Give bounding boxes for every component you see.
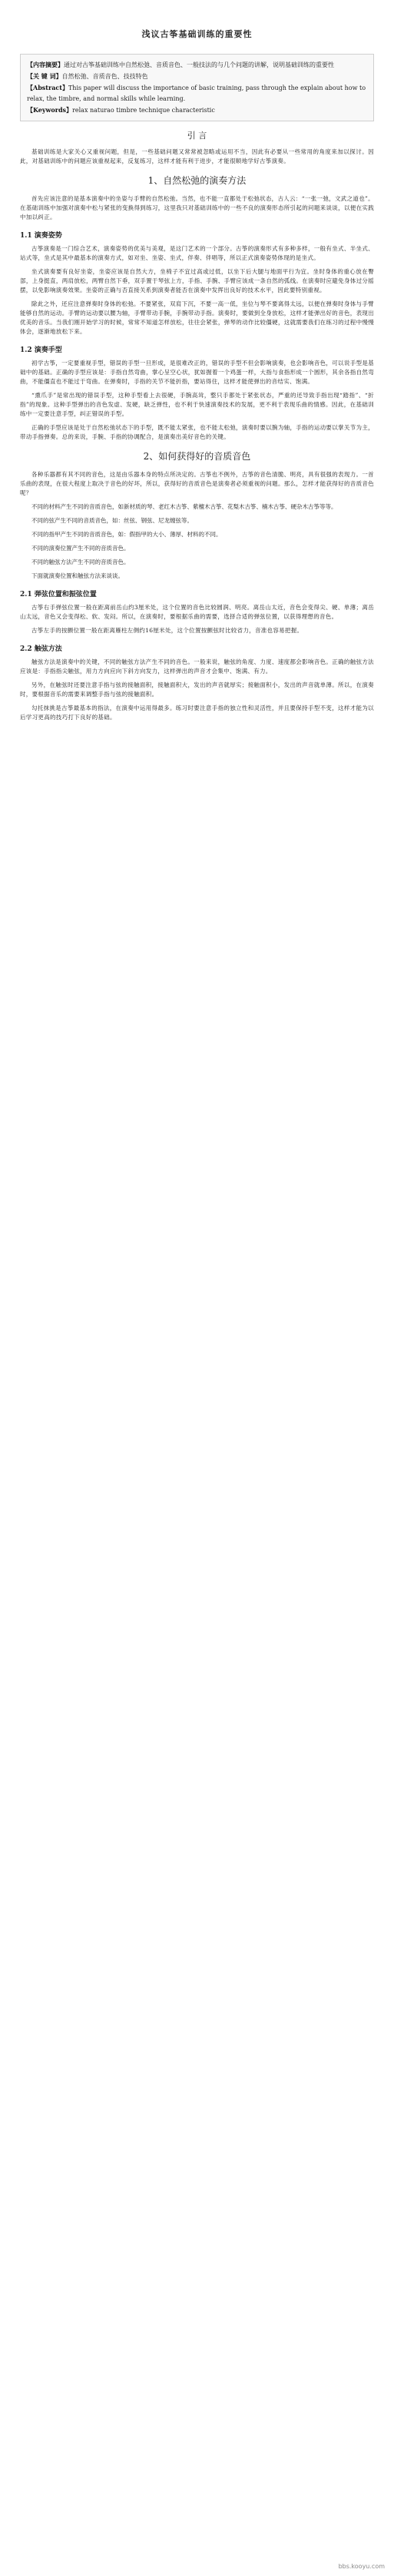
intro-title: 引 言 — [187, 131, 207, 141]
section-1-1-title: 1.1 演奏姿势 — [20, 232, 62, 240]
section-2-2-paragraph-2: 另外，在触弦时还要注意手指与弦的接触面积，接触面积大，发出的声音就厚实；接触面积小，发出的声音就单薄。所以，在演奏时，要根据音乐的需要来调整手指与弦的接触面积。 — [20, 681, 374, 698]
section-1-1-paragraph-1: 古筝演奏是一门综合艺术，演奏姿势的优美与美观，是这门艺术的一个部分。古筝的演奏形式有多种多样，一般有坐式、半坐式、站式等，坐式是其中最基本的演奏方式，如对坐、坐姿、坐式，伴奏、伴唱等，所以正式演奏姿势体现的是坐式。 — [20, 245, 374, 261]
section-1-2-paragraph-2: “熏爪手”是常出现的错误手型，这种手型看上去很硬，手腕高耸，整只手都处于紧张状态，严重的还导致手指出现“踏指”、“折指”的现象。这种手型弹出的音色发虚、发硬，缺乏弹性，也不利于快速演奏技术的发展，更不利于表现乐曲的情感。因此，在基础训练中一定要注意手型，纠正错误的手型。 — [20, 392, 374, 417]
section-2-2-title: 2.2 触弦方法 — [20, 645, 62, 653]
section-1-title: 1、自然松弛的演奏方法 — [147, 175, 247, 186]
section-2-item-5: 不同的触弦方法产生不同的音质音色。 — [31, 559, 130, 565]
keywords-en-text: relax naturao timbre technique characteristic — [72, 107, 215, 114]
abstract-en-row — [27, 82, 367, 104]
section-1-paragraph-1: 首先应该注意的是基本演奏中的坐姿与手臂的自然松弛。当然，也不能一直都处于松弛状态，古人云：“一张一弛，文武之道也”。在基础训练中加强对演奏中松与紧张的变换得到练习，这里我只对基础训练中的一些不良的演奏形态所引起的问题来谈谈，以便在实践中加以纠正。 — [20, 195, 374, 220]
section-2-1-title: 2.1 弹弦位置和振弦位置 — [20, 591, 97, 598]
section-2-item-3: 不同的指甲产生不同的音质音色，如：假指甲的大小、薄厚、材料的不同。 — [31, 531, 222, 538]
section-1-1-paragraph-2: 坐式演奏要有良好坐姿，坐姿应该是自然大方，坐椅子不宜过高或过低，以坐下后大腿与地面平行为宜。坐时身体的重心放在臀部，上身挺直，两肩放松，两臂自然下垂，双手置于琴弦上方，手指、手腕、手臂应该成一条自然的弧线。在演奏时应避免身体过分摇摆，以免影响演奏效果。坐姿的正确与否直接关系到演奏者能否在演奏中发挥出良好的技术水平，因此要特别重视。 — [20, 268, 374, 293]
keywords-cn-label: 【关 键 词】 — [27, 72, 62, 80]
section-1-1-paragraph-3: 除此之外，还应注意弹奏时身体的松弛。不要紧张，双肩下沉，不要一高一低，坐位与琴不要离得太远，以便在弹奏时身体与手臂能够自然的运动。手臂的运动要以腰为轴，手臂带动手腕，手腕带动手指。演奏时，要做到全身放松，这样才能弹出好的音色，表现出优美的音乐。当我们刚开始学习的时候，常常不知道怎样放松，往往会紧张，弹琴的动作比较僵硬，这就需要我们在练习的过程中慢慢体会，逐渐地放松下来。 — [20, 300, 374, 335]
section-2-item-1: 不同的材料产生不同的音质音色，如新材质的琴、老红木古筝、紫檀木古筝、花梨木古筝、楠木古筝、硬杂木古筝等等。 — [31, 503, 337, 510]
section-2-item-2: 不同的弦产生不同的音质音色，如：丝弦、钢弦、尼龙缠弦等。 — [31, 517, 193, 524]
section-2-paragraph-1: 各种乐器都有其不同的音色，这是由乐器本身的特点所决定的。古筝也不例外，古筝的音色清脆、明亮，具有很强的表现力。一首乐曲的表现，在很大程度上取决于音色的好坏，所以，获得好的音质音色是演奏者必须重视的问题。那么，怎样才能获得好的音质音色呢？ — [20, 471, 374, 496]
abstract-en-label: 【Abstract】 — [27, 84, 68, 91]
section-2-2-paragraph-3: 勾托抹挑是古筝最基本的指法，在演奏中运用得最多。练习时要注意手指的独立性和灵活性，并且要保持手型不变，这样才能为以后学习更高的技巧打下良好的基础。 — [20, 705, 374, 721]
section-2-2-paragraph-1: 触弦方法是演奏中的关键，不同的触弦方法产生不同的音色。一般来说，触弦的角度、力度、速度都会影响音色。正确的触弦方法应该是：手指指尖触弦，用力方向应向下斜方向发力，这样弹出的声音才会集中、饱满、有力。 — [20, 658, 374, 675]
abstract-cn-text: 通过对古筝基础训练中自然松弛、音质音色、一般技法的与几个问题的讲解，说明基础训练的重要性 — [64, 61, 334, 68]
section-1-2-paragraph-1: 初学古筝，一定要重视手型，错误的手型一旦形成，是很难改正的，错误的手型不但会影响演奏，也会影响音色，可以说手型是基础中的基础。正确的手型应该是：手指自然弯曲，掌心呈空心状，犹如握着一个鸡蛋一样，大指与食指形成一个圆形，其余各指自然弯曲，不能僵直也不能过于弯曲。在弹奏时，手指的关节不能折指，要站得住，这样才能使弹出的音结实、饱满。 — [20, 360, 374, 385]
document-title: 浅议古筝基础训练的重要性 — [141, 29, 253, 39]
keywords-en-label: 【Keywords】 — [27, 106, 73, 114]
section-2-1-paragraph-2: 古筝左手的按颤位置一般在距离雁柱左侧约16厘米处，这个位置按颤弦时比较省力，音准也容易把握。 — [31, 627, 303, 634]
keywords-cn-text: 自然松弛、音质音色、技技特色 — [61, 73, 148, 80]
section-2-1-paragraph-1: 古筝右手弹弦位置一般在距离前岳山约3厘米处，这个位置的音色比较圆润、明亮。离岳山太近，音色会变得尖、硬、单薄；离岳山太远，音色又会变得松、软、发闷。所以，在演奏时，要根据乐曲的需要，选择合适的弹弦位置，以获得理想的音色。 — [20, 604, 374, 620]
abstract-cn-label: 【内容摘要】 — [27, 61, 64, 68]
watermark-text: bbs.kooyu.com — [338, 2563, 385, 2570]
keywords-cn-row — [27, 71, 367, 82]
intro-paragraph: 基础训练是大家关心又重视问题，但是，一些基础问题又常常被忽略或运用不当，因此有必要从一些常用的角度来加以探讨。因此，对基础训练中的问题应该重视起来，反复练习，这样才能有利于进步，才能很顺地学好古筝演奏。 — [20, 148, 374, 164]
abstract-en-text: This paper will discuss the importance of basic training, pass through the explain about how to relax, the timbre, and normal skills while learning. — [27, 85, 366, 102]
section-2-item-6: 下面就演奏位置和触弦方法来谈谈。 — [31, 572, 124, 579]
keywords-en-row — [27, 104, 367, 116]
section-1-2-title: 1.2 演奏手型 — [20, 346, 62, 354]
abstract-cn-row — [27, 59, 367, 71]
section-1-2-paragraph-3: 正确的手型应该是处于自然松弛状态下的手型，既不能太紧张，也不能太松弛，演奏时要以腕为轴，手指的运动要以掌关节为主，带动手指弹奏。总的来说，手腕、手指的协调配合，是演奏出美好音色的关键。 — [20, 424, 374, 440]
section-2-title: 2、如何获得好的音质音色 — [143, 451, 251, 462]
meta-box — [20, 54, 374, 121]
section-2-item-4: 不同的演奏位置产生不同的音质音色。 — [31, 545, 130, 552]
